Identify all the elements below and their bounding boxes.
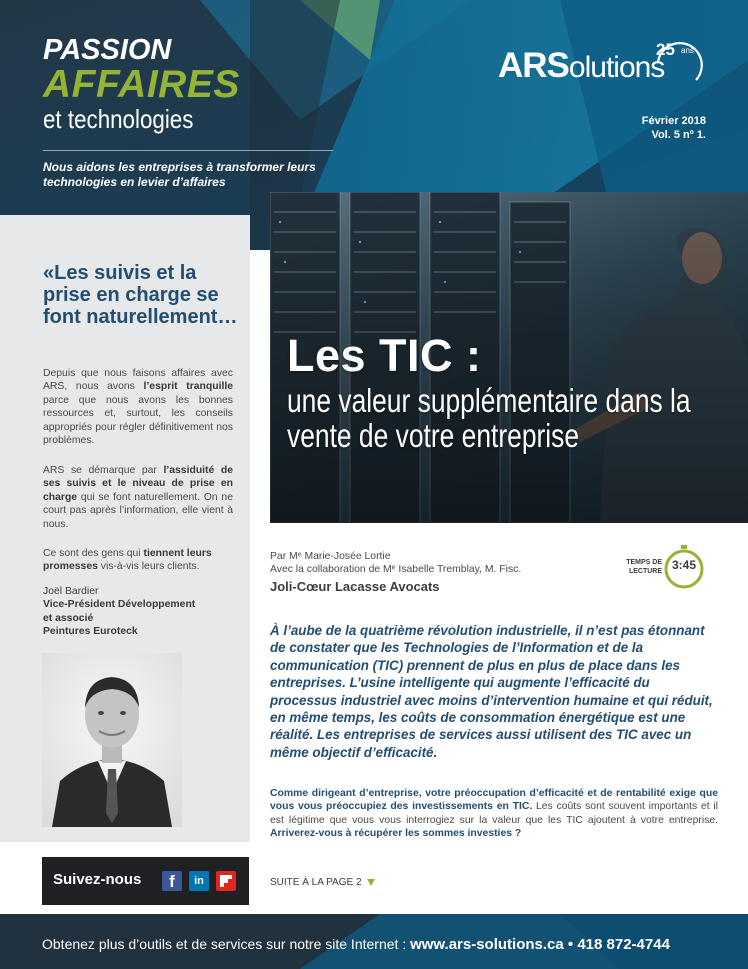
facebook-icon[interactable]: f xyxy=(162,871,182,891)
text: Depuis que nous faisons affaires avec ARS, nous avons xyxy=(43,368,233,393)
flipboard-icon[interactable] xyxy=(216,871,236,891)
footer-label: Obtenez plus d’outils et de services sur notre site Internet : xyxy=(42,936,411,952)
emphasis: l’esprit tranquille xyxy=(143,381,234,393)
text: qui se font naturellement. On ne court pas après l’information, elle vient à nous. xyxy=(43,491,233,530)
reading-time-value: 3:45 xyxy=(671,558,697,572)
follow-us-label: Suivez-nous xyxy=(53,871,142,888)
phone-number[interactable]: 418 872-4744 xyxy=(577,936,670,953)
emphasis: tiennent leurs promesses xyxy=(43,548,212,573)
emphasis: Comme dirigeant d’entreprise, votre préoccupation d’efficacité et de rentabilité exige que vous vous préoccupiez des investissements en TIC. xyxy=(270,788,718,813)
testimonial-paragraph-1 xyxy=(43,367,233,447)
testimonial-quote: «Les suivis et la prise en charge se font naturellement… xyxy=(43,262,238,328)
brand-affaires: AFFAIRES xyxy=(43,63,240,106)
separator: • xyxy=(563,936,578,953)
brand-technologies: et technologies xyxy=(43,104,194,134)
issue-info xyxy=(642,114,706,142)
testimonial-signature xyxy=(43,585,243,639)
anniversary-number: 25 xyxy=(656,40,675,59)
article-byline xyxy=(270,551,521,576)
continued-label: SUITE À LA PAGE 2 xyxy=(270,877,362,888)
testimonial-paragraph-2 xyxy=(43,464,233,531)
footer-contact xyxy=(42,936,670,953)
hero-title: Les TIC : xyxy=(287,330,482,381)
text: vis-à-vis leurs clients. xyxy=(97,561,200,573)
author-title: Vice-Président Développement xyxy=(43,599,196,611)
continued-link[interactable] xyxy=(270,877,375,888)
byline-author: Par Mᵉ Marie-Josée Lortie xyxy=(270,551,391,562)
text: ARS se démarque par xyxy=(43,465,164,476)
issue-date: Février 2018 xyxy=(641,115,706,127)
flipboard-glyph xyxy=(216,871,236,891)
logo-wordmark xyxy=(498,46,664,88)
newsletter-brand xyxy=(43,34,240,134)
article-lead: À l’aube de la quatrième révolution industrielle, il n’est pas étonnant de constater que les Technologies de l’Information et de la communication (TIC) prennent de plus en plus de place dans les entreprises. L’usine intelligente qui augmente l’efficacité du processus industriel avec moins d’intervention humaine et qui réduit, en même temps, les coûts de consommation énergétique est une réalité. Les entreprises de services aussi utilisent des TIC avec un même objectif d’efficacité. xyxy=(270,623,713,760)
issue-volume: Vol. 5 nº 1. xyxy=(651,129,706,141)
brand-passion: PASSION xyxy=(43,34,172,66)
author-name: Joël Bardier xyxy=(43,586,99,597)
article-body xyxy=(270,787,718,841)
logo-olutions: olutions xyxy=(568,51,665,84)
byline-collaborator: Avec la collaboration de Mᵉ Isabelle Tremblay, M. Fisc. xyxy=(270,563,522,575)
linkedin-icon[interactable]: in xyxy=(189,871,209,891)
author-title-2: et associé xyxy=(43,612,94,624)
text: Les coûts sont souvent importants et il est légitime que vous vous interrogiez sur la valeur que les TIC ajoutent à votre entreprise. xyxy=(270,801,718,826)
brand-divider xyxy=(43,150,333,151)
emphasis: l’assiduité de ses suivis et le niveau de prise en charge xyxy=(43,465,233,503)
ars-solutions-logo xyxy=(498,40,713,92)
hero-subtitle: une valeur supplémentaire dans la vente de votre entreprise xyxy=(287,382,691,454)
portrait-photo xyxy=(42,653,182,827)
logo-ars: ARS xyxy=(498,46,569,85)
law-firm: Joli-Cœur Lacasse Avocats xyxy=(270,579,440,594)
testimonial-paragraph-3 xyxy=(43,547,233,574)
anniversary-badge xyxy=(650,38,708,88)
emphasis: Arriverez-vous à récupérer les sommes investies ? xyxy=(270,828,522,840)
follow-us-box xyxy=(42,857,249,905)
text: Ce sont des gens qui xyxy=(43,548,144,559)
author-portrait xyxy=(42,653,182,827)
text: parce que nous avons les bonnes ressources et, surtout, les conseils appropriés pour régler définitivement nos problèmes. xyxy=(43,394,233,447)
footer xyxy=(0,914,748,969)
tagline: Nous aidons les entreprises à transformer leurs technologies en levier d’affaires xyxy=(43,160,316,189)
website-link[interactable]: www.ars-solutions.ca xyxy=(410,936,564,953)
anniversary-unit: ans xyxy=(681,46,694,55)
reading-time-label: TEMPS DE LECTURE xyxy=(626,559,662,575)
author-company: Peintures Euroteck xyxy=(43,626,138,638)
arrow-down-icon xyxy=(367,879,375,886)
